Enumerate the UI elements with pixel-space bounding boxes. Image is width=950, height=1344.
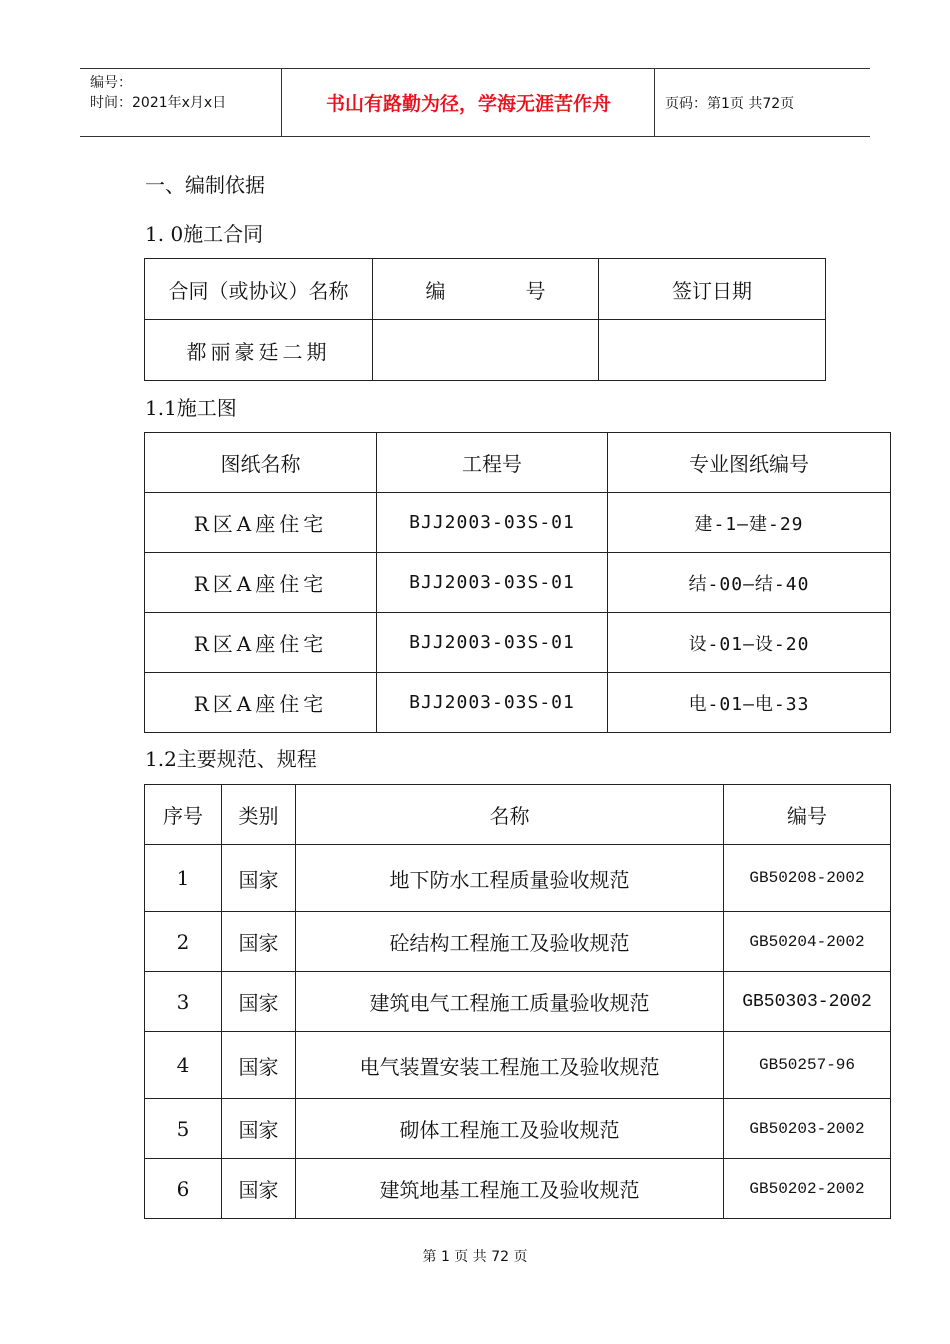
table-cell	[373, 320, 599, 381]
table-cell: GB50208-2002	[724, 845, 891, 912]
table-row	[145, 1159, 891, 1219]
table-cell: 5	[145, 1099, 222, 1159]
table-cell: 6	[145, 1159, 222, 1219]
table-cell: GB50202-2002	[724, 1159, 891, 1219]
table-cell: 结-00—结-40	[608, 553, 891, 613]
table-cell: 1	[145, 845, 222, 912]
table-cell: 都丽豪廷二期	[145, 320, 373, 381]
table-header-cell: 序号	[145, 785, 222, 845]
table-cell: 国家	[222, 845, 296, 912]
table-header-cell: 编号	[724, 785, 891, 845]
table-cell: 4	[145, 1032, 222, 1099]
table-cell: GB50303-2002	[724, 972, 891, 1032]
page-header	[80, 68, 870, 137]
table-row	[145, 972, 891, 1032]
drawing-table	[144, 432, 891, 733]
table-cell: 国家	[222, 972, 296, 1032]
table-cell: 建筑电气工程施工质量验收规范	[296, 972, 724, 1032]
doc-time-label: 时间：2021年x月x日	[90, 95, 227, 111]
table-cell: GB50203-2002	[724, 1099, 891, 1159]
table-cell: 砼结构工程施工及验收规范	[296, 912, 724, 972]
table-row	[145, 613, 891, 673]
subsection-title-drawings: 1.1施工图	[145, 396, 237, 420]
table-cell: 建筑地基工程施工及验收规范	[296, 1159, 724, 1219]
table-header-cell: 合同（或协议）名称	[145, 259, 373, 320]
table-cell: 2	[145, 912, 222, 972]
table-cell: BJJ2003-03S-01	[377, 553, 608, 613]
table-header-row	[145, 259, 826, 320]
subsection-title-contract: 1. 0施工合同	[145, 222, 264, 246]
table-cell: R区A座住宅	[145, 493, 377, 553]
table-row	[145, 320, 826, 381]
table-cell: 国家	[222, 1032, 296, 1099]
table-header-cell: 类别	[222, 785, 296, 845]
table-cell: R区A座住宅	[145, 613, 377, 673]
spec-table	[144, 784, 891, 1219]
table-cell: 国家	[222, 1099, 296, 1159]
section-title: 一、编制依据	[145, 173, 265, 197]
table-header-row	[145, 785, 891, 845]
table-cell: GB50257-96	[724, 1032, 891, 1099]
table-header-cell: 工程号	[377, 433, 608, 493]
table-cell: R区A座住宅	[145, 553, 377, 613]
table-cell: R区A座住宅	[145, 673, 377, 733]
table-header-cell: 编 号	[373, 259, 599, 320]
table-row	[145, 1032, 891, 1099]
table-row	[145, 673, 891, 733]
table-cell: 国家	[222, 1159, 296, 1219]
table-cell: 建-1—建-29	[608, 493, 891, 553]
doc-number-label: 编号：	[90, 75, 132, 91]
table-header-row	[145, 433, 891, 493]
table-cell	[599, 320, 826, 381]
page-footer: 第 1 页 共 72 页	[422, 1249, 528, 1265]
table-header-cell: 名称	[296, 785, 724, 845]
table-cell: GB50204-2002	[724, 912, 891, 972]
table-row	[145, 493, 891, 553]
table-row	[145, 1099, 891, 1159]
table-cell: 砌体工程施工及验收规范	[296, 1099, 724, 1159]
table-row	[145, 912, 891, 972]
table-cell: 电-01—电-33	[608, 673, 891, 733]
table-cell: 3	[145, 972, 222, 1032]
table-cell: BJJ2003-03S-01	[377, 613, 608, 673]
header-page-info: 页码：第1页 共72页	[665, 95, 795, 112]
table-cell: 设-01—设-20	[608, 613, 891, 673]
table-cell: 地下防水工程质量验收规范	[296, 845, 724, 912]
table-cell: BJJ2003-03S-01	[377, 493, 608, 553]
table-header-cell: 签订日期	[599, 259, 826, 320]
table-header-cell: 图纸名称	[145, 433, 377, 493]
table-cell: 电气装置安装工程施工及验收规范	[296, 1032, 724, 1099]
table-cell: 国家	[222, 912, 296, 972]
header-motto: 书山有路勤为径，学海无涯苦作舟	[325, 93, 611, 115]
table-row	[145, 553, 891, 613]
subsection-title-specs: 1.2主要规范、规程	[145, 747, 317, 771]
table-header-cell: 专业图纸编号	[608, 433, 891, 493]
contract-table	[144, 258, 826, 381]
table-row	[145, 845, 891, 912]
table-cell: BJJ2003-03S-01	[377, 673, 608, 733]
header-meta	[90, 73, 226, 113]
